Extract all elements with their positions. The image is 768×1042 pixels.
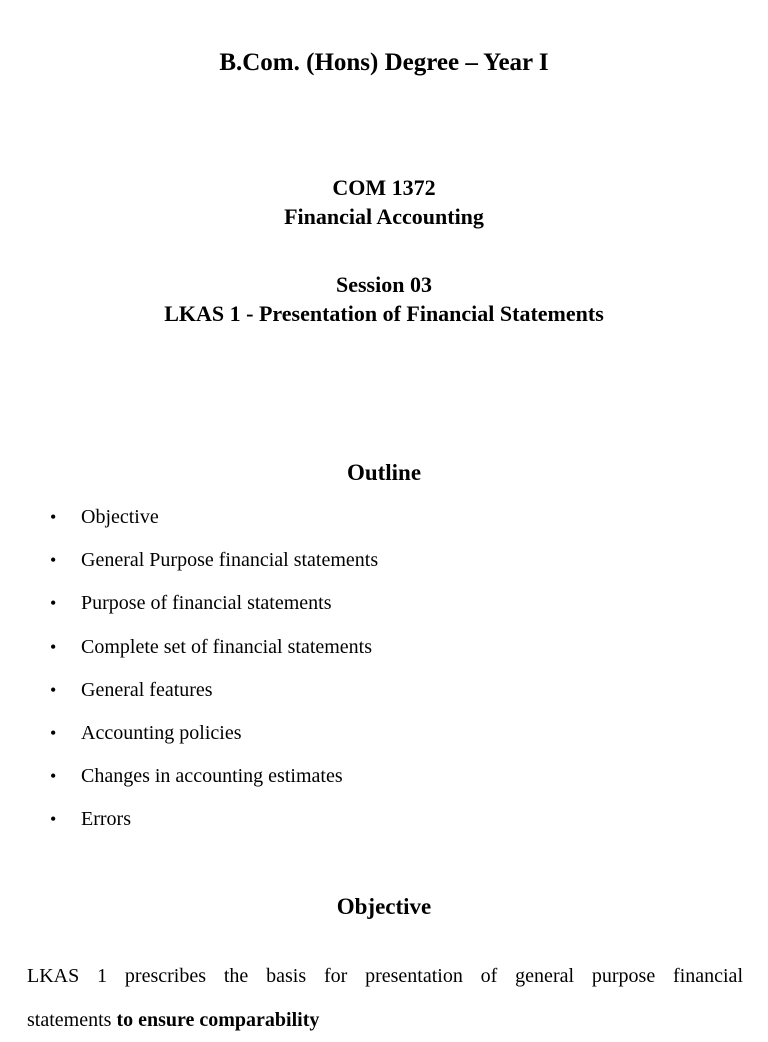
objective-line-1: LKAS 1 prescribes the basis for presentation of general purpose financial [27, 965, 743, 987]
objective-paragraph [27, 954, 743, 1042]
bullet-icon: • [50, 507, 57, 527]
list-item [0, 760, 378, 803]
list-item [0, 803, 378, 846]
outline-item-label: Changes in accounting estimates [81, 765, 343, 788]
list-item [0, 717, 378, 760]
bullet-icon: • [50, 550, 57, 571]
outline-item-label: Complete set of financial statements [81, 635, 373, 658]
outline-item-label: Purpose of financial statements [81, 592, 332, 615]
outline-item-label: General Purpose financial statements [81, 549, 379, 572]
outline-item-label: Objective [81, 506, 159, 528]
session-block [0, 270, 768, 328]
list-item [0, 544, 378, 587]
list-item [0, 631, 378, 674]
list-item [0, 501, 378, 544]
bullet-icon: • [50, 766, 57, 787]
course-block [0, 173, 768, 231]
objective-line-2-start: statements [27, 1009, 117, 1031]
bullet-icon: • [50, 636, 57, 657]
list-item [0, 674, 378, 717]
session-number: Session 03 [336, 272, 432, 297]
objective-heading: Objective [336, 894, 432, 919]
outline-heading: Outline [346, 460, 422, 485]
degree-title: B.Com. (Hons) Degree – Year I [219, 49, 549, 76]
bullet-icon: • [50, 722, 57, 743]
bullet-icon: • [50, 593, 57, 614]
objective-line-2 [27, 998, 743, 1042]
outline-item-label: Errors [81, 808, 131, 831]
course-title: Financial Accounting [284, 204, 484, 229]
list-item [0, 587, 378, 630]
bullet-icon: • [50, 679, 57, 700]
bullet-icon: • [50, 809, 57, 830]
session-topic: LKAS 1 - Presentation of Financial Statements [164, 301, 604, 326]
course-code: COM 1372 [332, 175, 436, 200]
outline-list [0, 501, 378, 847]
objective-emphasis: to ensure comparability [116, 1009, 320, 1031]
outline-item-label: General features [81, 678, 213, 701]
outline-item-label: Accounting policies [81, 721, 242, 744]
